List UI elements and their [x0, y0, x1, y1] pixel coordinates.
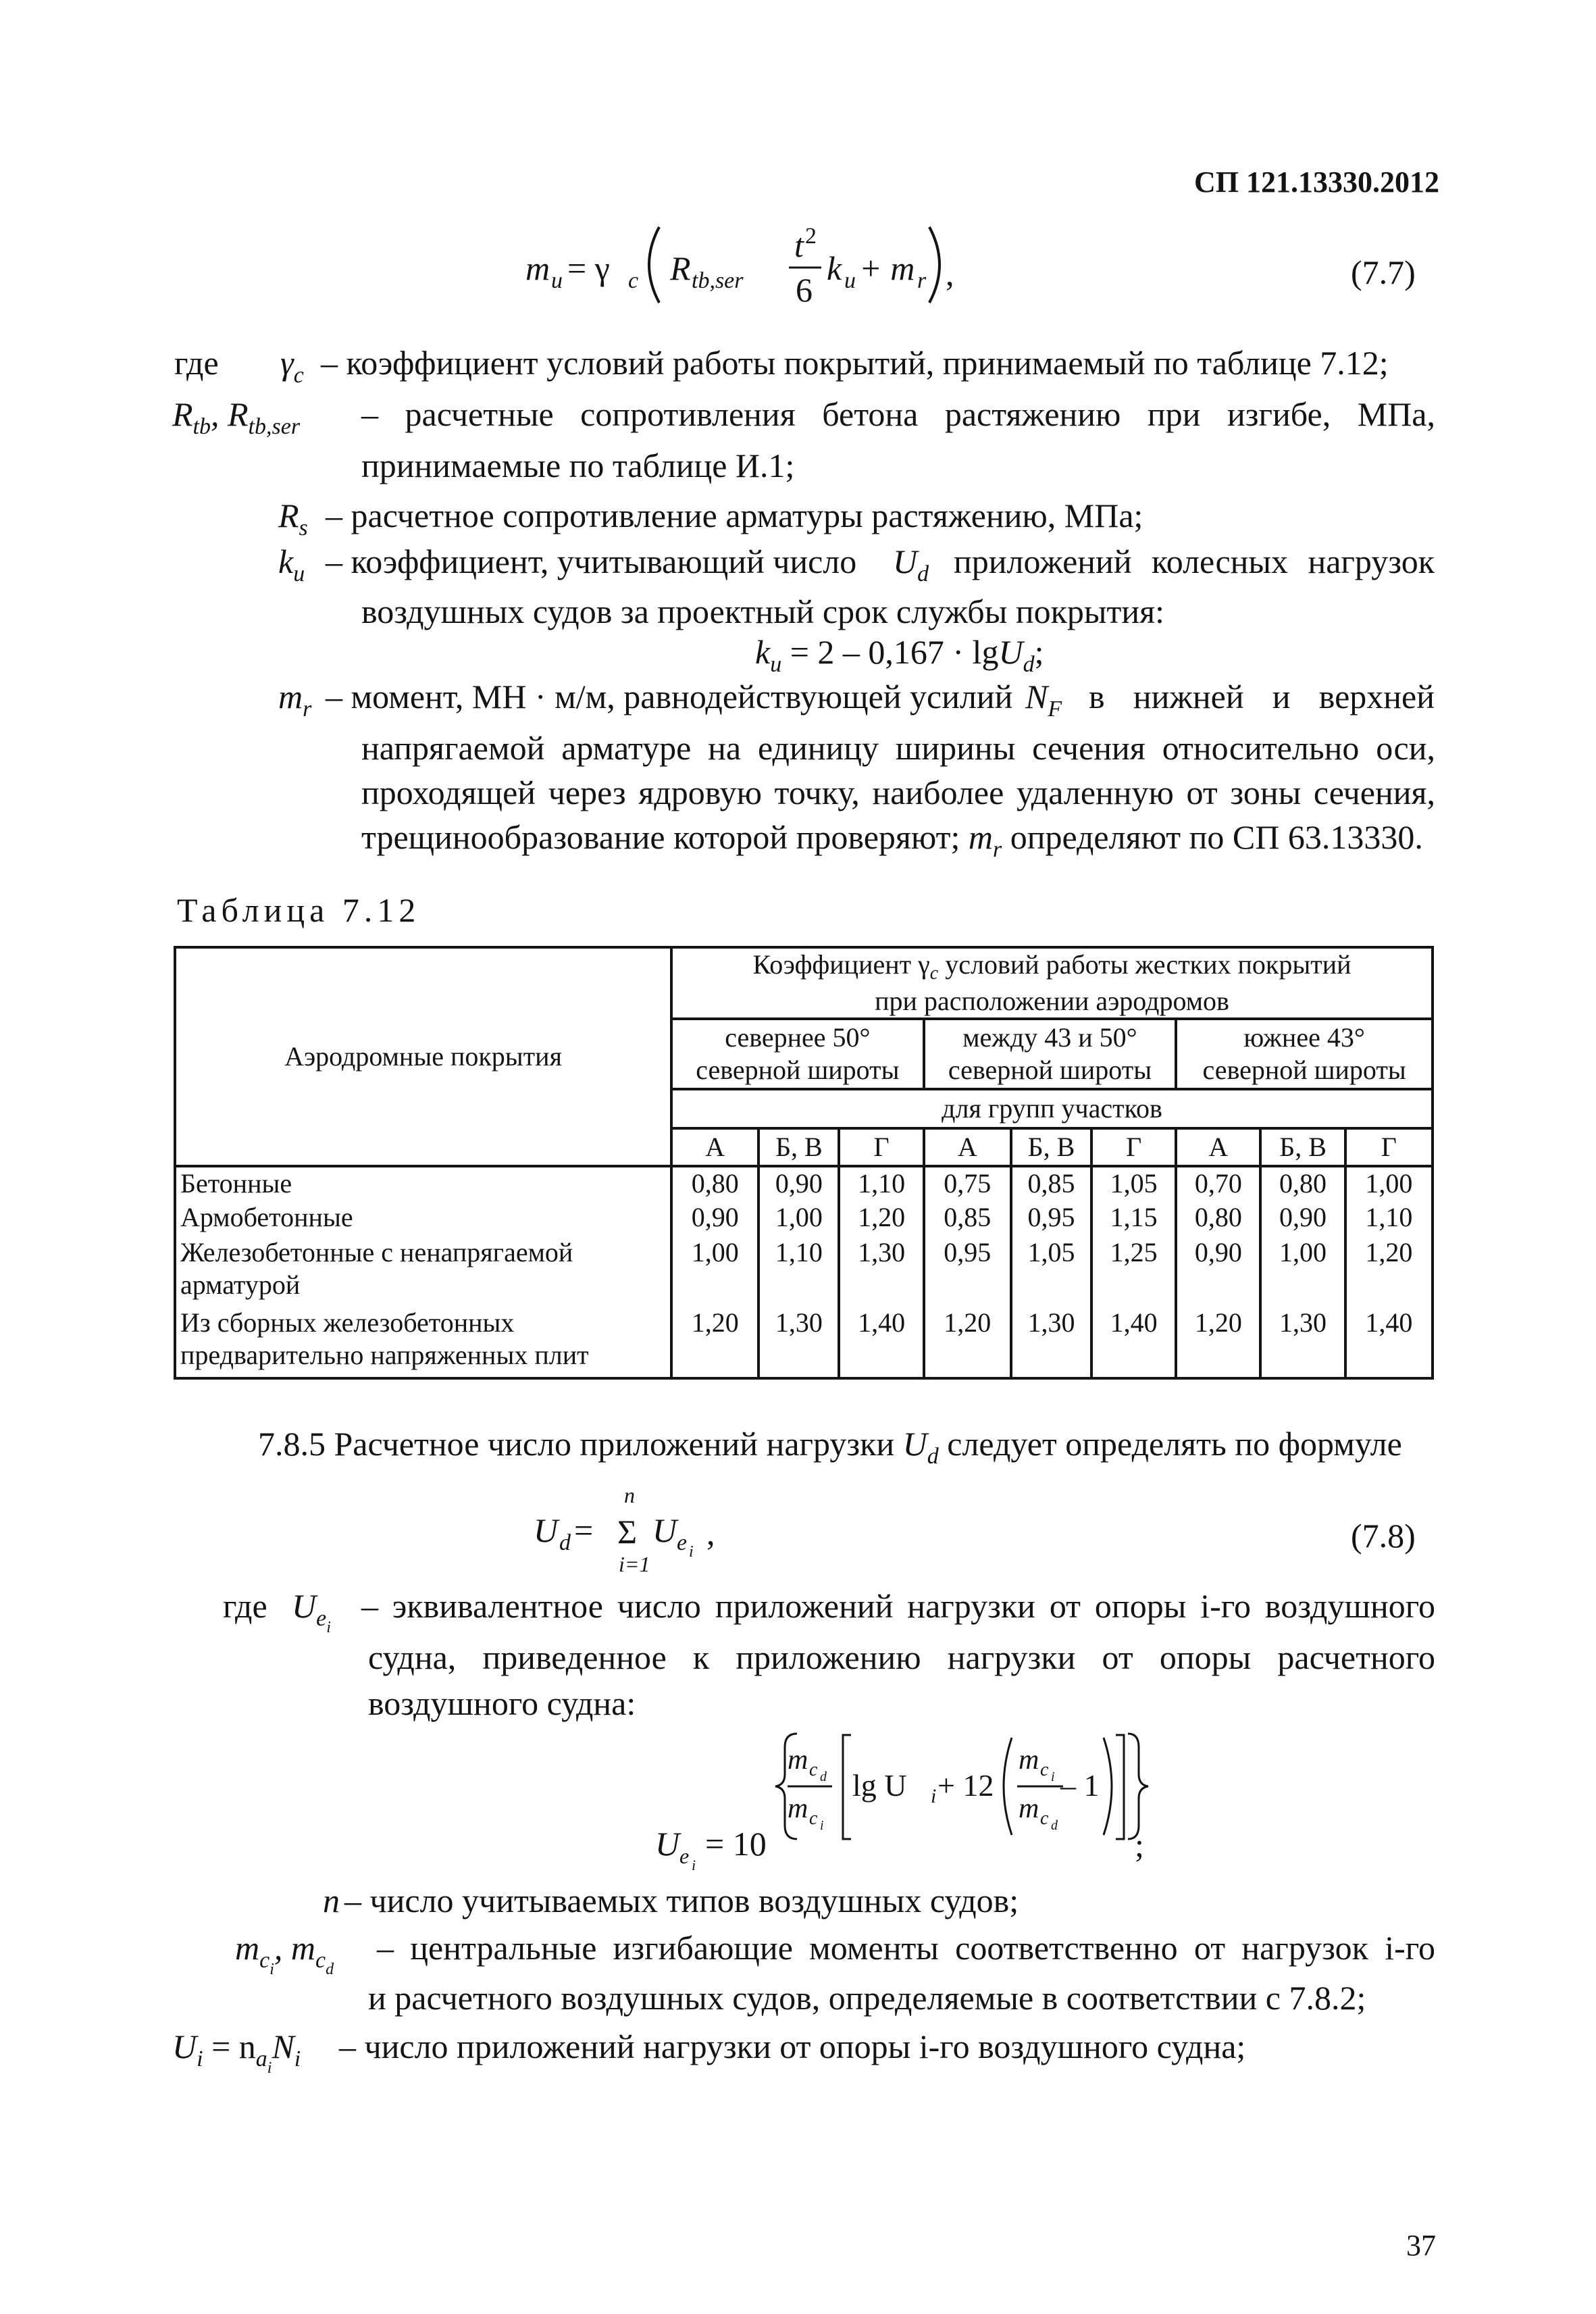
- table-cell: 0,70: [1176, 1166, 1260, 1201]
- def-mr-symbol: $m_r$: [278, 678, 312, 722]
- def-n-text: – число учитываемых типов воздушных судов;: [344, 1882, 1019, 1919]
- fue-m-cd2-subsub: d: [1051, 1818, 1058, 1833]
- def-mr-line2: напрягаемой арматуре на единицу ширины сечения относительно оси,: [361, 729, 1435, 767]
- fue-lg-sub: i: [931, 1785, 937, 1807]
- table-cell: 1,10: [839, 1166, 923, 1201]
- f78-Ud-sub: d: [559, 1530, 571, 1555]
- fue-m-ci2: m: [1019, 1744, 1039, 1776]
- f78-comma: ,: [706, 1514, 715, 1552]
- f77-gamma-sub: c: [628, 268, 639, 293]
- formula-7-8: [534, 1486, 750, 1581]
- f78-eq: =: [574, 1511, 594, 1549]
- f78-Ue-subsub: i: [689, 1543, 694, 1561]
- table-cell: 0,90: [1260, 1201, 1345, 1236]
- def-mr-line4: трещинообразование которой проверяют; $m_r$ определяют по СП 63.13330.: [361, 818, 1423, 862]
- f78-bottom: i=1: [619, 1552, 650, 1576]
- table-row-name: Бетонные: [175, 1166, 671, 1201]
- f77-right-paren: [929, 227, 939, 303]
- table-cell: 0,85: [1011, 1166, 1091, 1201]
- table-cell: 1,15: [1091, 1201, 1176, 1236]
- fue-left-bracket: [843, 1735, 851, 1839]
- fue-m-ci-subsub: i: [820, 1818, 824, 1833]
- ku-formula: $k_u = 2 - 0,167 \cdot \lg U_d$;: [755, 633, 1044, 677]
- table-col-header: Аэродромные покрытия: [175, 947, 671, 1166]
- def-gamma-symbol: $\gamma_c$: [280, 344, 304, 388]
- def-ku-ud-symbol: $U_d$: [893, 543, 929, 586]
- def-ku-text-b: приложений колесных нагрузок: [954, 543, 1435, 580]
- table-cell: 1,20: [1176, 1307, 1260, 1378]
- table-cell: 1,05: [1091, 1166, 1176, 1201]
- def-ui-formula: $U_i = n_{ai}N_i$: [172, 2028, 301, 2077]
- table-cell: 0,80: [1176, 1201, 1260, 1236]
- table-group-header: Коэффициент $\gamma_c$ условий работы жестких покрытий при расположении аэродромов: [671, 947, 1433, 1019]
- table-cell: 0,75: [924, 1166, 1011, 1201]
- def-ui-text: – число приложений нагрузки от опоры i-го воздушного судна;: [339, 2028, 1246, 2065]
- def-gamma-text: – коэффициент условий работы покрытий, принимаемый по таблице 7.12;: [321, 344, 1389, 382]
- def-mr-text-a: – момент, МН · м/м, равнодействующей усилий: [326, 678, 1013, 715]
- fue-lg: lg U: [852, 1768, 907, 1803]
- table-cell: 1,00: [671, 1236, 758, 1307]
- f78-Ud: U: [534, 1511, 559, 1549]
- fue-m-ci-sub: c: [809, 1808, 818, 1829]
- table-row-name: Железобетонные с ненапрягаемой арматурой: [175, 1236, 671, 1307]
- table-cell: 1,30: [839, 1236, 923, 1307]
- fue-right-paren: [1104, 1738, 1112, 1835]
- def-n-symbol: n: [323, 1882, 340, 1919]
- document-code: СП 121.13330.2012: [1194, 166, 1439, 199]
- table-cell: 1,00: [1260, 1236, 1345, 1307]
- table-groups-label: для групп участков: [671, 1089, 1433, 1128]
- def-ku-text-line2: воздушных судов за проектный срок службы покрытия:: [361, 593, 1164, 630]
- def-mr-nf-symbol: $N_F$: [1025, 678, 1062, 722]
- table-subcol: А: [924, 1128, 1011, 1166]
- def-rtb-symbol: $R_{tb}$, $R_{tb,ser}$: [172, 395, 301, 439]
- formula-ue-semicolon: ;: [1135, 1826, 1144, 1864]
- def-ku-symbol: $k_u$: [278, 543, 305, 586]
- fue-m-ci2-sub: c: [1040, 1759, 1049, 1780]
- where-label-2: где: [223, 1587, 267, 1625]
- table-cell: 0,90: [671, 1201, 758, 1236]
- table-cell: 1,05: [1011, 1236, 1091, 1307]
- table-7-12: [174, 946, 1434, 1380]
- def-mr-text-b: в нижней и верхней: [1089, 678, 1435, 715]
- table-subcol: Б, В: [1011, 1128, 1091, 1166]
- fue-m-ci: m: [788, 1793, 808, 1824]
- formula-7-7-graphics: [525, 218, 958, 312]
- table-cell: 0,90: [758, 1166, 839, 1201]
- table-zone-south: южнее 43° северной широты: [1176, 1019, 1433, 1089]
- table-cell: 1,20: [671, 1307, 758, 1378]
- def-mc-text: – центральные изгибающие моменты соответственно от нагрузок i-го: [377, 1929, 1435, 1967]
- def-mr-line3: проходящей через ядровую точку, наиболее удаленную от зоны сечения,: [361, 774, 1435, 811]
- def-mc-line2: и расчетного воздушных судов, определяемые в соответствии с 7.8.2;: [368, 1979, 1366, 2017]
- f77-mu-sub: u: [551, 268, 563, 293]
- fue-m-cd2: m: [1019, 1793, 1039, 1824]
- table-cell: 0,80: [1260, 1166, 1345, 1201]
- formula-7-7: [525, 218, 958, 312]
- def-ue-line3: воздушного судна:: [368, 1684, 636, 1722]
- table-cell: 1,10: [1345, 1201, 1433, 1236]
- f77-left-paren: [649, 227, 659, 303]
- fue-m-ci2-subsub: i: [1051, 1769, 1055, 1784]
- table-cell: 1,40: [839, 1307, 923, 1378]
- table-cell: 0,95: [1011, 1201, 1091, 1236]
- table-zone-middle: между 43 и 50° северной широты: [924, 1019, 1177, 1089]
- fue-eq-10: = 10: [705, 1825, 767, 1863]
- fue-m-cd-sub: c: [809, 1759, 818, 1780]
- fue-U-sub: e: [679, 1844, 690, 1868]
- section-7-8-5: 7.8.5 Расчетное число приложений нагрузки $U_d$ следует определять по формуле: [258, 1425, 1402, 1469]
- f77-R-sub: tb,ser: [692, 268, 744, 293]
- table-row-name: Из сборных железобетонных предварительно напряженных плит: [175, 1307, 671, 1378]
- def-rtb-text: – расчетные сопротивления бетона растяжению при изгибе, МПа,: [361, 395, 1435, 433]
- formula-7-7-number: (7.7): [1351, 253, 1416, 291]
- table-cell: 1,20: [924, 1307, 1011, 1378]
- f77-ku-sub: u: [844, 268, 856, 293]
- table-cell: 1,40: [1091, 1307, 1176, 1378]
- page-number: 37: [1406, 2229, 1436, 2262]
- table-cell: 0,80: [671, 1166, 758, 1201]
- f77-t-sup: 2: [805, 224, 817, 249]
- def-rs-text: – расчетное сопротивление арматуры растяжению, МПа;: [326, 497, 1143, 534]
- fue-right-bracket: [1116, 1735, 1124, 1839]
- f77-plus-mr: + m: [859, 249, 915, 287]
- table-cell: 0,85: [924, 1201, 1011, 1236]
- table-cell: 1,20: [839, 1201, 923, 1236]
- table-zone-north: севернее 50° северной широты: [671, 1019, 924, 1089]
- def-rtb-text-line2: принимаемые по таблице И.1;: [361, 447, 795, 484]
- formula-ue: [655, 1727, 1155, 1876]
- f77-eq-gamma: = γ: [567, 249, 610, 287]
- f77-ku: k: [827, 249, 842, 287]
- f77-mu: m: [525, 249, 550, 287]
- f77-mr-sub: r: [917, 268, 927, 293]
- table-cell: 1,00: [1345, 1166, 1433, 1201]
- table-cell: 1,40: [1345, 1307, 1433, 1378]
- fue-minus1: – 1: [1060, 1768, 1100, 1803]
- table-cell: 1,30: [1260, 1307, 1345, 1378]
- fue-right-brace: [1128, 1734, 1148, 1839]
- formula-7-8-graphics: [534, 1486, 750, 1581]
- f77-R: R: [670, 249, 691, 287]
- table-row-name: Армобетонные: [175, 1201, 671, 1236]
- table-cell: 1,25: [1091, 1236, 1176, 1307]
- formula-ue-graphics: [655, 1727, 1155, 1876]
- f77-six: 6: [796, 271, 813, 309]
- table-caption: Таблица 7.12: [177, 891, 421, 929]
- table-subcol: Б, В: [1260, 1128, 1345, 1166]
- table-subcol: Г: [1091, 1128, 1176, 1166]
- table-cell: 0,95: [924, 1236, 1011, 1307]
- table-subcol: Г: [839, 1128, 923, 1166]
- fue-U: U: [655, 1825, 680, 1863]
- fue-m-cd: m: [788, 1744, 808, 1776]
- f78-Ue: U: [652, 1511, 677, 1549]
- def-ue-text: – эквивалентное число приложений нагрузки от опоры i-го воздушного: [361, 1587, 1435, 1625]
- fue-m-cd2-sub: c: [1040, 1808, 1049, 1829]
- f78-top: n: [624, 1486, 635, 1507]
- f78-sigma: Σ: [617, 1513, 638, 1551]
- def-ue-line2: судна, приведенное к приложению нагрузки от опоры расчетного: [368, 1638, 1435, 1676]
- def-rs-symbol: $R_s$: [278, 497, 308, 540]
- def-ue-symbol: $U_{ei}$: [292, 1587, 331, 1636]
- table-cell: 1,20: [1345, 1236, 1433, 1307]
- fue-left-paren: [1004, 1738, 1012, 1835]
- table-cell: 1,30: [1011, 1307, 1091, 1378]
- table-subcol: Б, В: [758, 1128, 839, 1166]
- f77-t: t: [794, 226, 804, 264]
- fue-U-subsub: i: [692, 1857, 696, 1873]
- where-label: где: [174, 344, 219, 382]
- fue-m-cd-subsub: d: [820, 1769, 827, 1784]
- f78-Ue-sub: e: [677, 1530, 688, 1555]
- table-cell: 1,10: [758, 1236, 839, 1307]
- table-cell: 1,00: [758, 1201, 839, 1236]
- table-cell: 0,90: [1176, 1236, 1260, 1307]
- def-mc-symbol: $m_{ci}$, $m_{cd}$: [235, 1929, 334, 1978]
- table-subcol: А: [671, 1128, 758, 1166]
- def-ku-text-a: – коэффициент, учитывающий число: [326, 543, 857, 580]
- table-subcol: Г: [1345, 1128, 1433, 1166]
- f77-comma: ,: [946, 255, 954, 293]
- formula-7-8-number: (7.8): [1351, 1517, 1416, 1555]
- table-subcol: А: [1176, 1128, 1260, 1166]
- table-cell: 1,30: [758, 1307, 839, 1378]
- fue-plus12: + 12: [937, 1768, 994, 1803]
